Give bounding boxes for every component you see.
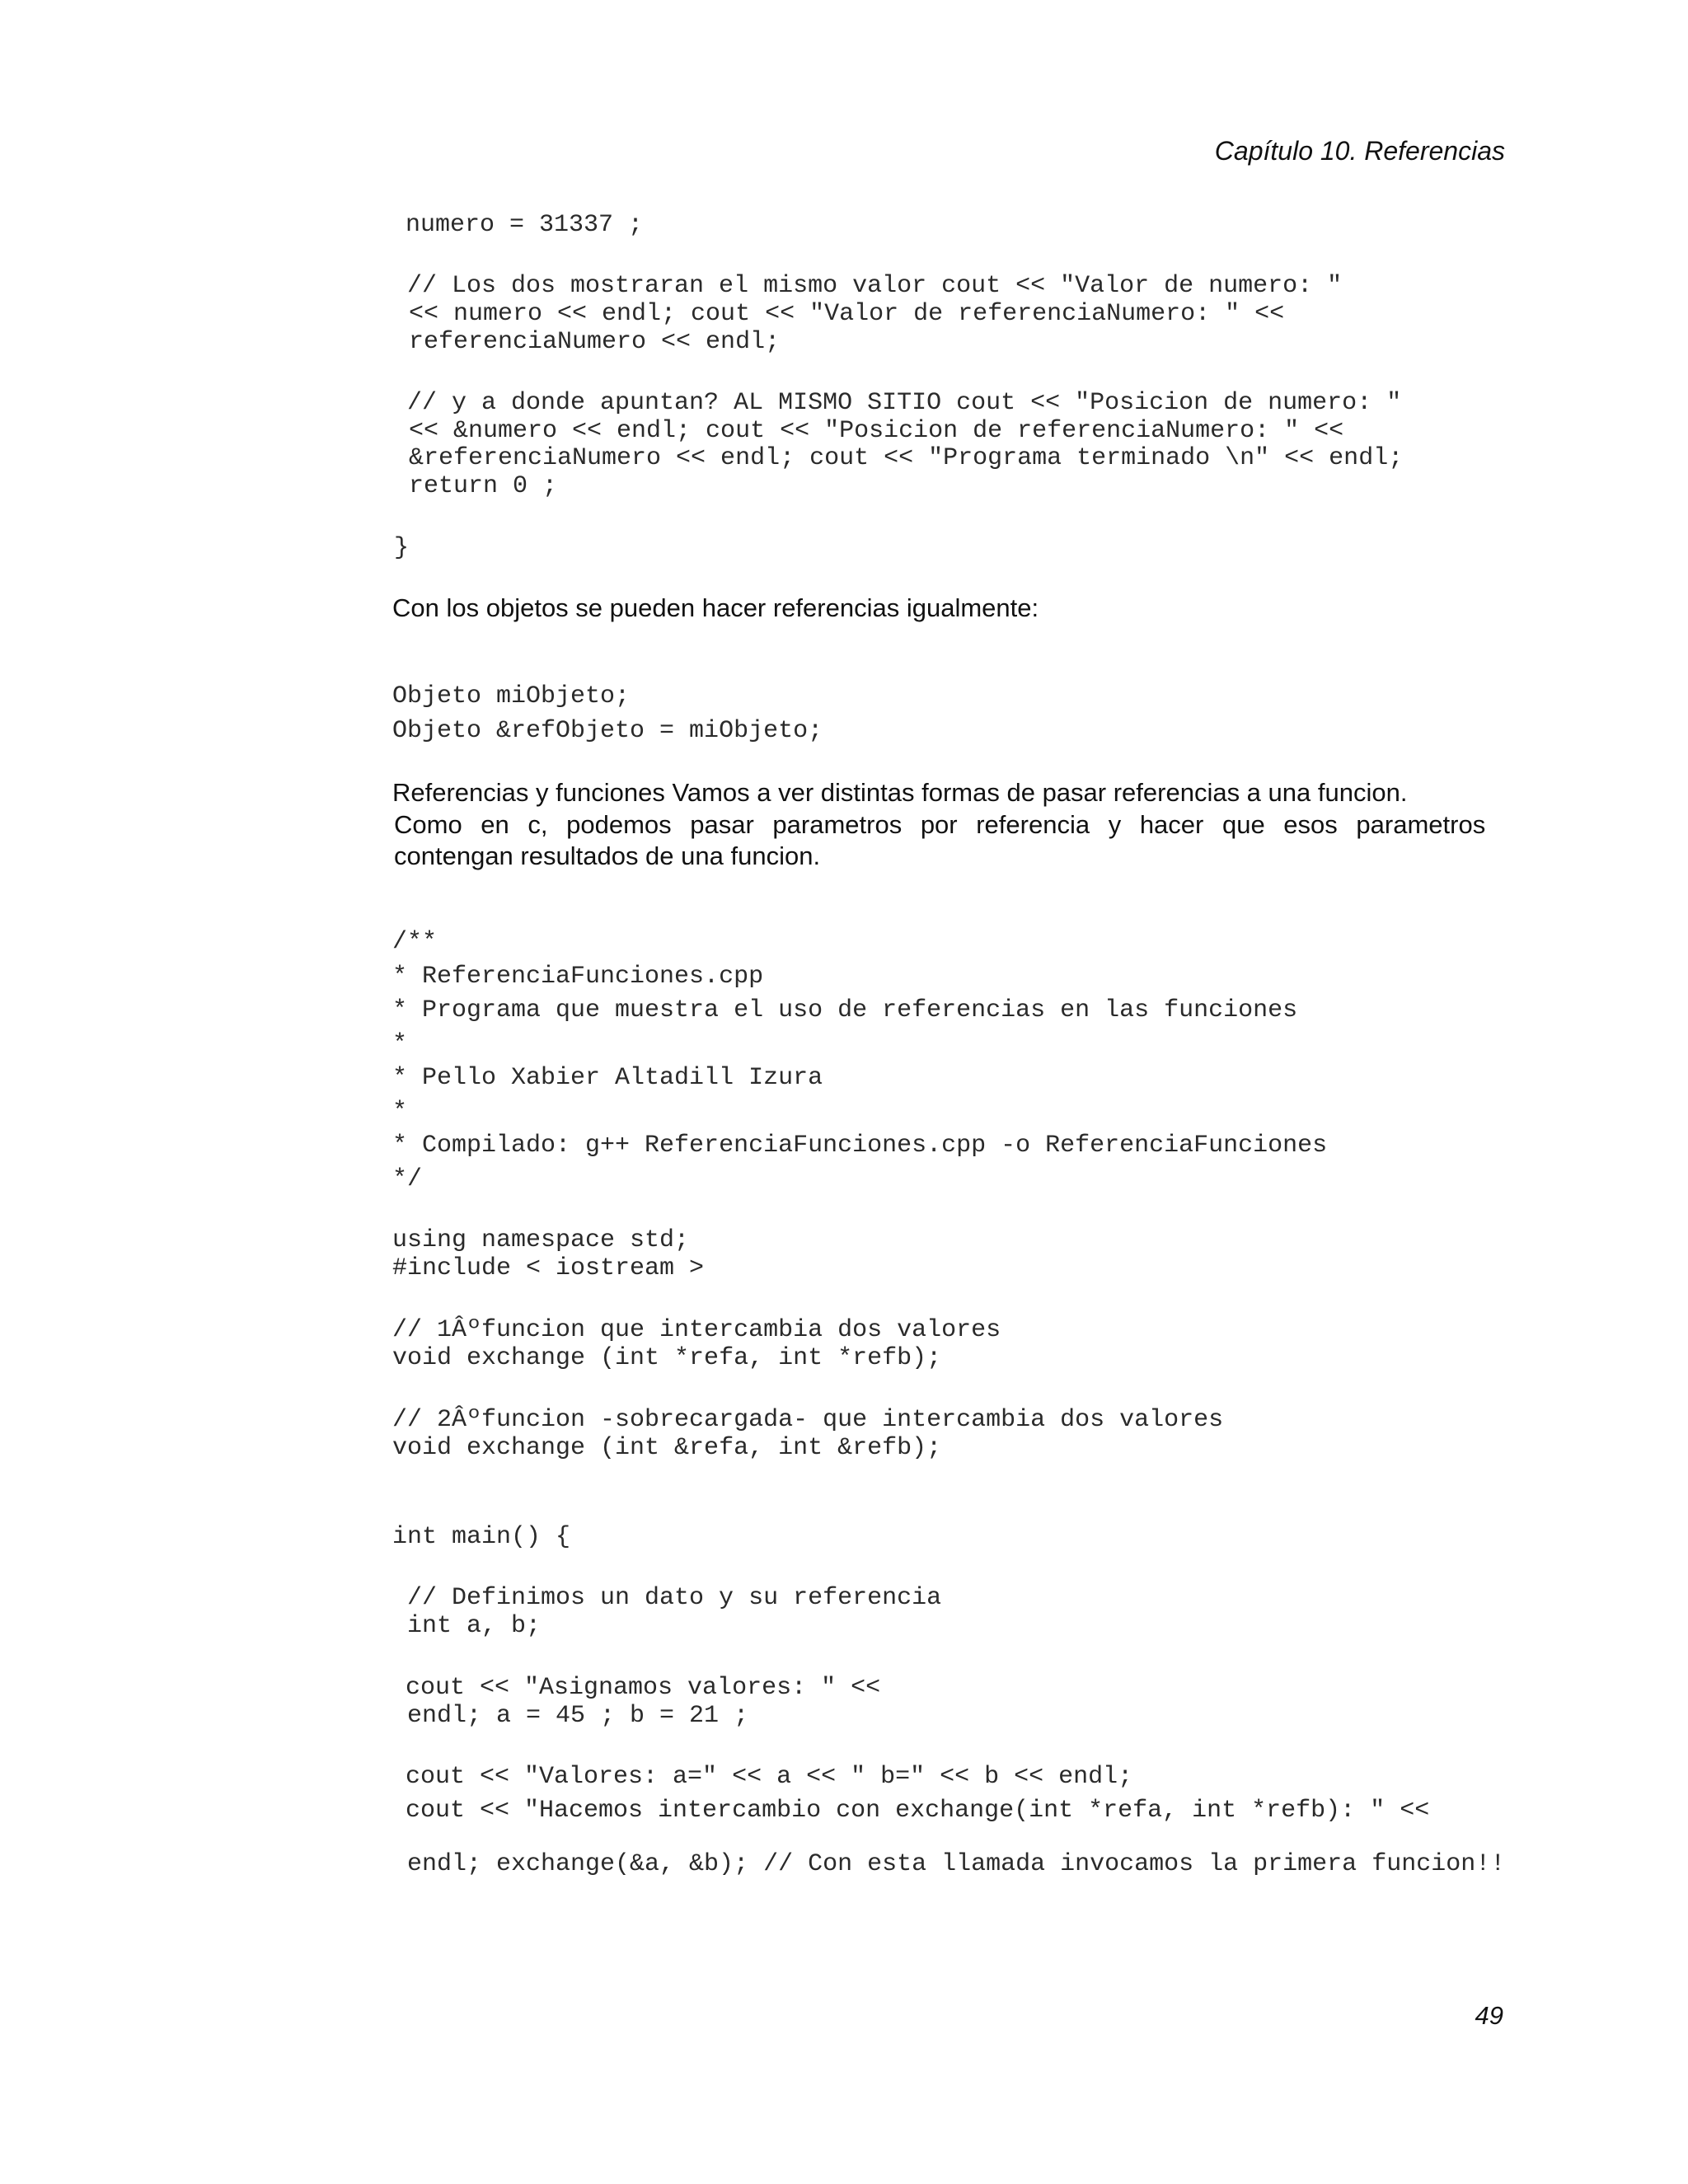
code-line: #include < iostream > — [392, 1254, 705, 1282]
code-line: // 2Âºfuncion -sobrecargada- que intercambia dos valores — [392, 1406, 1224, 1434]
code-line: * ReferenciaFunciones.cpp — [392, 963, 764, 991]
paragraph-functions-line: Referencias y funciones Vamos a ver distintas formas de pasar referencias a una funcion. — [392, 778, 1408, 807]
code-line: endl; exchange(&a, &b); // Con esta llamada invocamos la primera funcion!! — [407, 1850, 1506, 1878]
code-line: int main() { — [392, 1523, 571, 1551]
code-line: << &numero << endl; cout << "Posicion de referenciaNumero: " << — [409, 417, 1344, 445]
code-line: * — [392, 1098, 408, 1126]
code-line: // 1Âºfuncion que intercambia dos valores — [392, 1316, 1001, 1344]
code-line: // y a donde apuntan? AL MISMO SITIO cout << "Posicion de numero: " — [407, 389, 1402, 417]
paragraph-functions-line: Como en c, podemos pasar parametros por referencia y hacer que esos parametros — [394, 810, 1486, 839]
code-line: using namespace std; — [392, 1226, 690, 1254]
code-line: cout << "Hacemos intercambio con exchange(int *refa, int *refb): " << — [406, 1797, 1430, 1825]
code-line: &referenciaNumero << endl; cout << "Programa terminado \n" << endl; — [409, 444, 1404, 472]
code-line: referenciaNumero << endl; — [409, 328, 781, 356]
code-line: cout << "Valores: a=" << a << " b=" << b << endl; — [406, 1763, 1133, 1791]
code-line: int a, b; — [407, 1612, 542, 1640]
code-line: numero = 31337 ; — [406, 211, 644, 239]
code-line: Objeto &refObjeto = miObjeto; — [392, 717, 823, 745]
code-line: Objeto miObjeto; — [392, 682, 631, 710]
code-line: /** — [392, 928, 438, 956]
code-line: return 0 ; — [409, 472, 558, 500]
code-line: // Los dos mostraran el mismo valor cout << "Valor de numero: " — [407, 272, 1343, 300]
code-line: << numero << endl; cout << "Valor de referenciaNumero: " << — [409, 300, 1285, 328]
code-line: * Programa que muestra el uso de referencias en las funciones — [392, 996, 1298, 1024]
code-line: */ — [392, 1165, 423, 1193]
paragraph-functions-line: contengan resultados de una funcion. — [394, 841, 821, 870]
paragraph-objects: Con los objetos se pueden hacer referencias igualmente: — [392, 593, 1039, 622]
code-line: * — [392, 1030, 408, 1058]
code-line: * Pello Xabier Altadill Izura — [392, 1064, 823, 1092]
chapter-title: Capítulo 10. Referencias — [1214, 136, 1505, 166]
page-number: 49 — [1475, 2001, 1503, 2030]
code-line: void exchange (int &refa, int &refb); — [392, 1434, 942, 1462]
code-line: cout << "Asignamos valores: " << — [406, 1674, 881, 1702]
code-line: * Compilado: g++ ReferenciaFunciones.cpp -o ReferenciaFunciones — [392, 1132, 1328, 1160]
code-line: // Definimos un dato y su referencia — [407, 1584, 942, 1612]
code-line: endl; a = 45 ; b = 21 ; — [407, 1702, 749, 1730]
code-line: void exchange (int *refa, int *refb); — [392, 1344, 942, 1372]
code-line: } — [394, 534, 410, 562]
